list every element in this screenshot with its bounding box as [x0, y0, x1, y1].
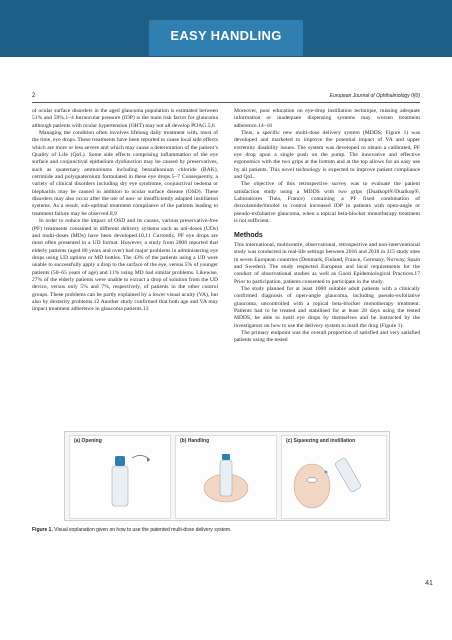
header-rule: [32, 102, 420, 103]
paragraph: Thus, a specific new multi-dose delivery system (MDDS; Figure 1) was developed and marketed to improve the potential impact of VA and upper extremity disability issues. The system was developed to obtain a calibrated, PF eye drop upon a single push on the pump. The innovative and effective ergonomics with the two grips at the bottom and at the top allows for an easy use by all patients. This novel technology is expected to improve patient compliance and QoL.: [234, 130, 420, 181]
panel-label: (a) Opening: [74, 438, 102, 444]
paragraph: Moreover, poor education on eye-drop instillation technique, missing adequate information or inadequate dispensing systems may worsen treatment adherence.14–16: [234, 108, 420, 129]
left-column: [32, 108, 218, 314]
figure-panel-handling: [175, 435, 277, 519]
paragraph: of ocular surface disorders in the aged glaucoma population is estimated between 51% and 59%.1–4 Intraocular pressure (IOP) is the main risk factor for glaucoma although patients with ocular hypertension (OHT) may not all develop POAG.5,6: [32, 108, 218, 129]
figure-1: [64, 431, 390, 521]
panel-label: (b) Handling: [180, 438, 210, 444]
banner-title: EASY HANDLING: [170, 28, 282, 43]
figure-panel-squeezing: [281, 435, 387, 519]
figure-panel-opening: [69, 435, 171, 519]
paragraph: The objective of this retrospective survey was to evaluate the patient satisfaction study using a MDDS with two grips (Dualkopt®/Dualkop®, Laboratoires Théa, France) containing a PF fixed combination of dorzolamide/timolol to control increased IOP in patients with open-angle or pseudo-exfoliative glaucoma, when a topical beta-blocker monotherapy treatment is not sufficient.: [234, 181, 420, 225]
bottle-instillation-illustration: [282, 436, 386, 518]
section-heading-methods: Methods: [234, 231, 263, 239]
caption-label: Figure 1.: [32, 527, 53, 533]
panel-label: (c) Squeezing and instillation: [286, 438, 356, 444]
paragraph: Managing the condition often involves lifelong daily treatment with, most of the time, eye drops. These treatments have been reported to cause local side effects which are more or less severe and which may cause a deterioration of the patient’s Quality of Life (QoL). Some side effects comprising inflammation of the eye surface and conjunctival epithelium dysfunction may be caused by preservatives, such as quaternary ammoniums including benzalkonium chloride (BAK), cetrimide and polyquaternium formulated in these eye drops.5–7 Consequently, a variety of clinical disorders including dry eye syndrome, conjunctival oedema or blepharitis may be caused in addition to ocular surface disease (OSD). These disorders may also occur after the use of non- or insufficiently adapted instillation systems. As a result, sub-optimal treatment compliance of the patients leading to treatment failure may be observed.8,9: [32, 130, 218, 217]
right-column: [234, 108, 420, 345]
top-banner: [0, 0, 452, 57]
header-page-number: 2: [32, 93, 36, 99]
paragraph: The study planned for at least 1000 suitable adult patients with a clinically confirmed diagnosis of open-angle glaucoma, including pseudo-exfoliative glaucoma, uncontrolled with a topical beta-blocker monotherapy treatment. Patients had to be treated and stabilised for at least 28 days using the tested MDDS, be able to instil eye drops by themselves and be instructed by the investigators on how to use the delivery system to instil the drug (Figure 1).: [234, 285, 420, 329]
paragraph: This international, multicentre, observational, retrospective and non-interventional study was conducted in real-life settings between 2016 and 2018 in 315 study sites in seven European countries (Denmark, Finland, France, Germany, Norway, Spain and Sweden). The study respected European and local requirements for the conduct of observational studies as well as Good Epidemiological Practices.17 Prior to participation, patients consented to participate in the study.: [234, 241, 420, 285]
page-number: 41: [425, 580, 433, 587]
bottle-handling-illustration: [176, 436, 276, 518]
paragraph: The primary endpoint was the overall proportion of satisfied and very satisfied patients using the tested: [234, 329, 420, 344]
caption-text: Visual explanation given on how to use the patented multi-dose delivery system.: [54, 527, 232, 533]
figure-caption: [32, 527, 420, 533]
header-journal-name: European Journal of Ophthalmology 0(0): [329, 93, 420, 99]
paragraph: In order to reduce the impact of OSD and its causes, various preservative-free (PF) treatments contained in different delivery systems such as uni-doses (UDs) and multi-doses (MDs) have been developed.10,11 Currently, PF eye drops are most often presented in a UD format. However, a study from 2008 reported that elderly patients (aged 80 years and over) had major problems in administering eye drops using UD options or MD bottles. The 43% of the patients using a UD were unable to successfully apply a drop to the surface of the eye, versus 5% of younger patients (50–65 years of age) and 11% using MD had similar problems. Likewise, 27% of the elderly patients were unable to extract a drop of solution from the UD device, versus only 5% and 7%, respectively, of patients in the other control groups. These problems can be partly explained by a lower visual acuity (VA), but also by dexterity problems.12 Another study confirmed that both age and VA may impact treatment adherence in glaucoma patients.13: [32, 218, 218, 313]
bottle-opening-illustration: [70, 436, 170, 518]
